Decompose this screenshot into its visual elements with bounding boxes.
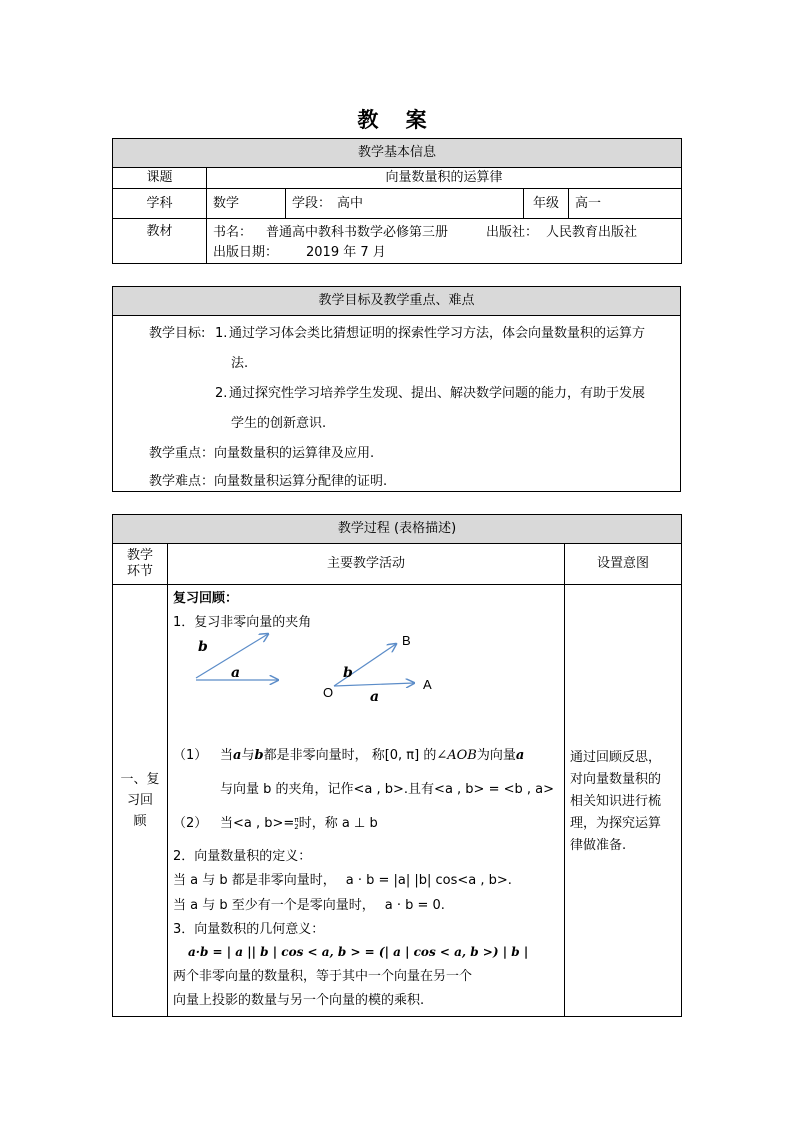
def2-pre: 当 a 与 b 至少有一个是零向量时， [173,898,375,913]
key-label: 教学重点： [149,446,215,461]
label-point-O: O [323,685,334,700]
item3: 3．向量数积的几何意义： [173,922,325,937]
intent-cell [565,585,682,1017]
p1-t4: 为向量 [476,748,516,763]
def1 [173,873,512,889]
subject-value: 数学 [207,189,286,219]
stage-line3: 顾 [133,814,147,829]
review-title: 复习回顾： [173,591,239,606]
p1-a: a [233,748,242,763]
subject-label: 学科 [113,189,207,219]
stage-cell [286,189,524,219]
geo-line2: 向量上投影的数量与另一个向量的模的乘积. [173,993,425,1008]
basic-info-table [112,138,682,264]
intent-line2: 对向量数量积的 [570,772,662,787]
col-stage-header [113,544,168,585]
goal1-line2: 法. [231,356,249,371]
difficult-point [149,474,387,490]
col-activity-header: 主要教学活动 [168,544,565,585]
grade-value: 高一 [569,189,682,219]
goals-table [112,286,681,492]
p1-t2: 与 [241,748,255,763]
goal-label: 教学目标: [149,326,206,341]
p2-line [220,816,378,832]
key-point [149,446,374,462]
geo-line1: 两个非零向量的数量积，等于其中一个向量在另一个 [173,969,473,984]
col-intent-header: 设置意图 [565,544,682,585]
diff-label: 教学难点： [149,474,215,489]
p1-a2: a [515,748,525,763]
label-b-right: b [343,665,353,681]
document-title: 教 案 [357,108,437,132]
intent-line3: 相关知识进行梳 [570,794,662,809]
col-stage-line2: 环节 [126,564,153,579]
intent-line5: 律做准备. [570,838,627,853]
def2-formula: a · b = 0. [384,898,445,913]
stage-value: 高中 [337,195,364,211]
date-label: 出版日期： [213,245,279,260]
label-point-B: B [402,633,411,648]
textbook-label: 教材 [113,219,207,264]
p2-num: （2） [173,816,208,831]
goal1-line1: 通过学习体会类比猜想证明的探索性学习方法，体会向量数量积的运算方 [229,326,646,341]
key-value: 向量数量积的运算律及应用. [214,446,375,461]
label-a-left: a [231,665,241,681]
vector-oa [334,683,414,686]
p1-t1: 当 [220,748,234,763]
label-a-right: a [370,689,380,705]
basic-info-header: 教学基本信息 [113,139,682,168]
publisher-value: 人民教育出版社 [546,225,638,240]
book-label: 书名： [213,225,253,240]
process-header: 教学过程 (表格描述) [113,515,682,544]
intent-line1: 通过回顾反思， [570,750,662,765]
col-stage-line1: 教学 [126,548,153,564]
p1-t3: 都是非零向量时， 称[0, π] 的 [263,748,437,763]
p2-frac-top: π [294,815,299,824]
p1-b: b [254,748,264,763]
goals-header: 教学目标及教学重点、难点 [113,287,681,316]
label-point-A: A [423,677,432,692]
label-b-left: b [198,639,208,655]
p1-line2: 与向量 b 的夹角，记作<a , b>.且有<a , b> = <b , a> [220,782,555,797]
stage-line2: 习回 [126,793,153,808]
def2 [173,898,445,914]
date-value: 2019 年 7 月 [306,245,386,260]
topic-value: 向量数量积的运算律 [207,168,682,189]
p1-angle: ∠AOB [436,748,477,763]
p2-text2: 时，称 a ⊥ b [298,816,378,831]
goal1-num: 1. [215,326,228,341]
stage-cell [113,585,168,1017]
p2-text1: 当<a , b>= [220,816,295,831]
def1-formula: a · b = |a| |b| cos<a , b>. [345,873,512,888]
topic-label: 课题 [113,168,207,189]
def1-pre: 当 a 与 b 都是非零向量时， [173,873,336,888]
p1-line1 [220,748,524,764]
diff-value: 向量数量积运算分配律的证明. [214,474,388,489]
book-value: 普通高中教科书数学必修第三册 [266,225,449,240]
goals-body [113,316,681,492]
p1-num: （1） [173,748,208,763]
item1: 1．复习非零向量的夹角 [173,615,312,630]
process-table [112,514,682,1017]
p2-frac-bot: 2 [294,822,299,831]
stage-line1: 一、复 [120,772,160,787]
grade-label: 年级 [524,189,569,219]
item2: 2．向量数量积的定义： [173,849,312,864]
activity-cell [168,585,565,1017]
goal2-line2: 学生的创新意识. [231,416,327,431]
goal2-line1: 通过探究性学习培养学生发现、提出、解决数学问题的能力，有助于发展 [229,386,646,401]
goal2-num: 2. [215,386,228,401]
publisher-label: 出版社： [486,225,539,240]
stage-label: 学段： [292,195,332,211]
geo-formula: a·b = | a || b | cos < a, b > = (| a | cos < a, b >) | b | [188,945,529,959]
intent-line4: 理，为探究运算 [570,816,662,831]
textbook-info [207,219,682,264]
